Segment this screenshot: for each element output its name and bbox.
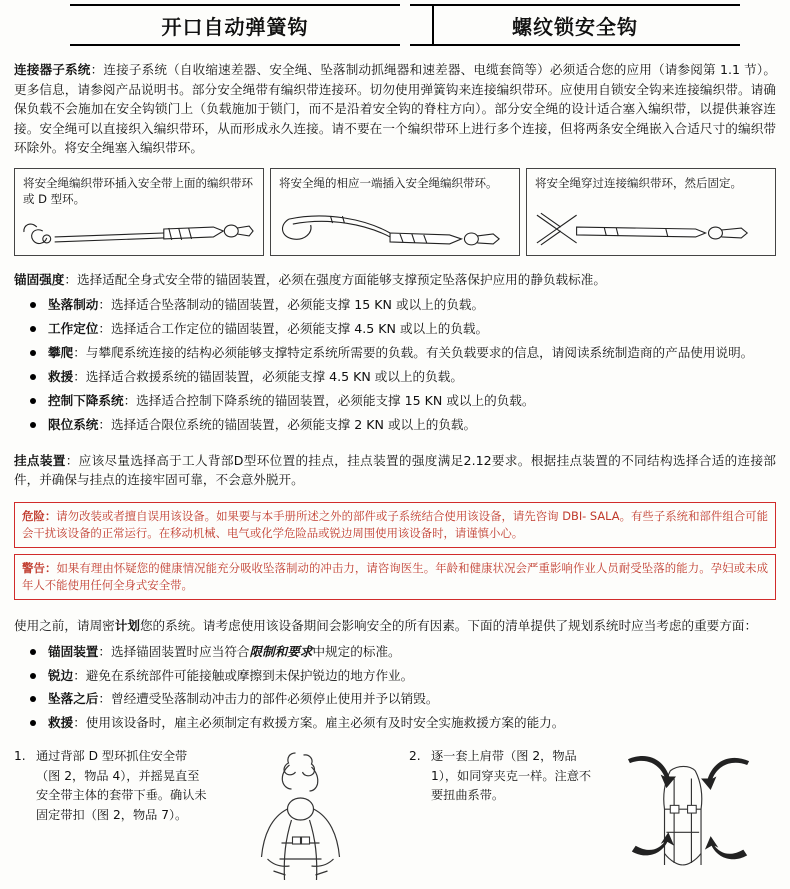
planning-text-after: 您的系统。请考虑使用该设备期间会影响安全的所有因素。下面的清单提供了规划系统时应当考虑的重要方面： <box>139 618 758 634</box>
connector-subsystem-lead: 连接器子系统 <box>14 62 91 77</box>
planning-paragraph <box>14 616 776 636</box>
figure-strip <box>14 168 776 256</box>
lanyard-end-through-loop-icon <box>271 209 519 253</box>
list-item-term: 救援 <box>48 715 74 731</box>
anchor-strength-paragraph <box>14 270 776 290</box>
danger-text: 请勿改装或者擅自误用该设备。如果要与本手册所述之外的部件或子系统结合使用该设备，请先咨询 DBI- SALA。有些子系统和部件组合可能会干扰该设备的正常运行。在移动机械、电气或化学危险品或锐边周围使用该设备时，请谨慎小心。 <box>22 508 768 540</box>
list-item-text: ：曾经遭受坠落制动冲击力的部件必须停止使用并予以销毁。 <box>98 691 439 707</box>
step-2-number: 2. <box>409 749 421 764</box>
page-header <box>14 4 776 46</box>
list-item-term: 坠落之后 <box>48 691 99 707</box>
anchor-strength-list <box>14 293 776 437</box>
list-item <box>14 711 776 735</box>
hook-device-paragraph <box>14 451 776 490</box>
warning-box <box>14 554 776 600</box>
list-item-italic: 限制和要求 <box>249 643 313 659</box>
connector-subsystem-paragraph <box>14 60 776 158</box>
connector-subsystem-body: ：连接子系统（自收缩速差器、安全绳、坠落制动抓绳器和速差器、电缆套筒等）必须适合您的应用（请参阅第 1.1 节）。更多信息，请参阅产品说明书。部分安全绳带有编织带连接环。切勿使用弹簧钩来连接编织带环。应使用自锁安全钩来连接编织带。请确保负载不会施加在安全钩锁门上（负载施加于锁门，而不是沿着安全钩的脊柱方向）。部分安全绳的设计适合塞入编织带，以提供兼容连接。安全绳可以直接织入编织带环，从而形成永久连接。请不要在一个编织带环上进行多个连接，但将两条安全绳嵌入合适尺寸的编织带环除外。将安全绳塞入编织带环。 <box>14 62 776 156</box>
figure-cell-2 <box>270 168 520 256</box>
list-item-text: ：选择适合控制下降系统的锚固装置，必须能支撑 15 KN 或以上的负载。 <box>123 392 535 408</box>
document-page <box>0 4 790 889</box>
header-divider <box>432 4 434 46</box>
list-item <box>14 687 776 711</box>
header-title-right: 螺纹锁安全钩 <box>410 4 740 46</box>
list-item-term: 坠落制动 <box>48 297 99 313</box>
step-1-text: 通过背部 D 型环抓住安全带（图 2，物品 4），并摇晃直至安全带主体的套带下垂。确认未固定带扣（图 2，物品 7）。 <box>36 749 207 822</box>
steps-row <box>14 747 776 882</box>
list-item <box>14 664 776 688</box>
lanyard-through-d-ring-icon <box>527 209 775 253</box>
hook-device-body: ：应该尽量选择高于工人背部D型环位置的挂点，挂点装置的强度满足2.12要求。根据挂点装置的不同结构选择合适的连接部件，并确保与挂点的连接牢固可靠，不会意外脱开。 <box>14 452 776 488</box>
list-item-text: ：使用该设备时，雇主必须制定有救援方案。雇主必须有及时安全实施救援方案的能力。 <box>73 715 565 731</box>
list-item-text: ：选择适合限位系统的锚固装置，必须能支撑 2 KN 或以上的负载。 <box>98 416 477 432</box>
figure-cell-3 <box>526 168 776 256</box>
header-title-left: 开口自动弹簧钩 <box>70 4 400 46</box>
list-item <box>14 389 776 413</box>
planning-text-before: 使用之前，请周密 <box>14 618 115 634</box>
list-item-term: 控制下降系统 <box>48 392 124 408</box>
list-item-text: ：选择适合救援系统的锚固装置，必须能支撑 4.5 KN 或以上的负载。 <box>73 368 463 384</box>
figure-cell-1 <box>14 168 264 256</box>
planning-list <box>14 640 776 736</box>
list-item-text: ：选择适合坠落制动的锚固装置，必须能支撑 15 KN 或以上的负载。 <box>98 297 485 313</box>
list-item <box>14 341 776 365</box>
list-item <box>14 293 776 317</box>
harness-shoulder-straps-icon <box>603 747 776 882</box>
list-item-term: 锐边 <box>48 667 74 683</box>
step-1-number: 1. <box>14 749 26 764</box>
step-2 <box>395 747 776 882</box>
list-item-text: ：避免在系统部件可能接触或摩擦到未保护锐边的地方作业。 <box>73 667 414 683</box>
harness-hold-by-d-ring-icon <box>208 747 395 882</box>
anchor-strength-lead: 锚固强度 <box>14 271 65 287</box>
figure-caption-1: 将安全绳编织带环插入安全带上面的编织带环或 D 型环。 <box>23 175 253 207</box>
list-item-term: 攀爬 <box>48 344 74 360</box>
figure-caption-3: 将安全绳穿过连接编织带环，然后固定。 <box>535 175 742 190</box>
anchor-strength-body: ：选择适配全身式安全带的锚固装置，必须在强度方面能够支撑预定坠落保护应用的静负载标准。 <box>64 271 606 287</box>
list-item <box>14 365 776 389</box>
danger-tag: 危险： <box>22 508 57 523</box>
figure-caption-2: 将安全绳的相应一端插入安全绳编织带环。 <box>279 175 498 190</box>
list-item <box>14 413 776 437</box>
list-item-text: ：选择适合工作定位的锚固装置，必须能支撑 4.5 KN 或以上的负载。 <box>98 321 489 337</box>
list-item-term: 工作定位 <box>48 321 99 337</box>
warning-tag: 警告： <box>22 560 57 575</box>
step-1 <box>14 747 395 882</box>
list-item-text: ：与攀爬系统连接的结构必须能够支撑特定系统所需要的负载。有关负载要求的信息，请阅读系统制造商的产品使用说明。 <box>73 344 754 360</box>
planning-emphasis: 计划 <box>114 618 140 634</box>
hook-device-lead: 挂点装置 <box>14 452 66 468</box>
list-item <box>14 640 776 664</box>
list-item-term: 限位系统 <box>48 416 99 432</box>
warning-text: 如果有理由怀疑您的健康情况能充分吸收坠落制动的冲击力，请咨询医生。年龄和健康状况会严重影响作业人员耐受坠落的能力。孕妇或未成年人不能使用任何全身式安全带。 <box>22 560 768 592</box>
list-item-term: 锚固装置 <box>48 643 99 659</box>
danger-box <box>14 502 776 548</box>
list-item-tail: 中规定的标准。 <box>312 643 401 659</box>
step-2-text: 逐一套上肩带（图 2，物品 1），如同穿夹克一样。注意不要扭曲系带。 <box>431 749 592 803</box>
list-item <box>14 317 776 341</box>
list-item-term: 救援 <box>48 368 74 384</box>
list-item-text: ：选择锚固装置时应当符合 <box>98 643 250 659</box>
lanyard-into-webbing-loop-icon <box>15 209 263 253</box>
